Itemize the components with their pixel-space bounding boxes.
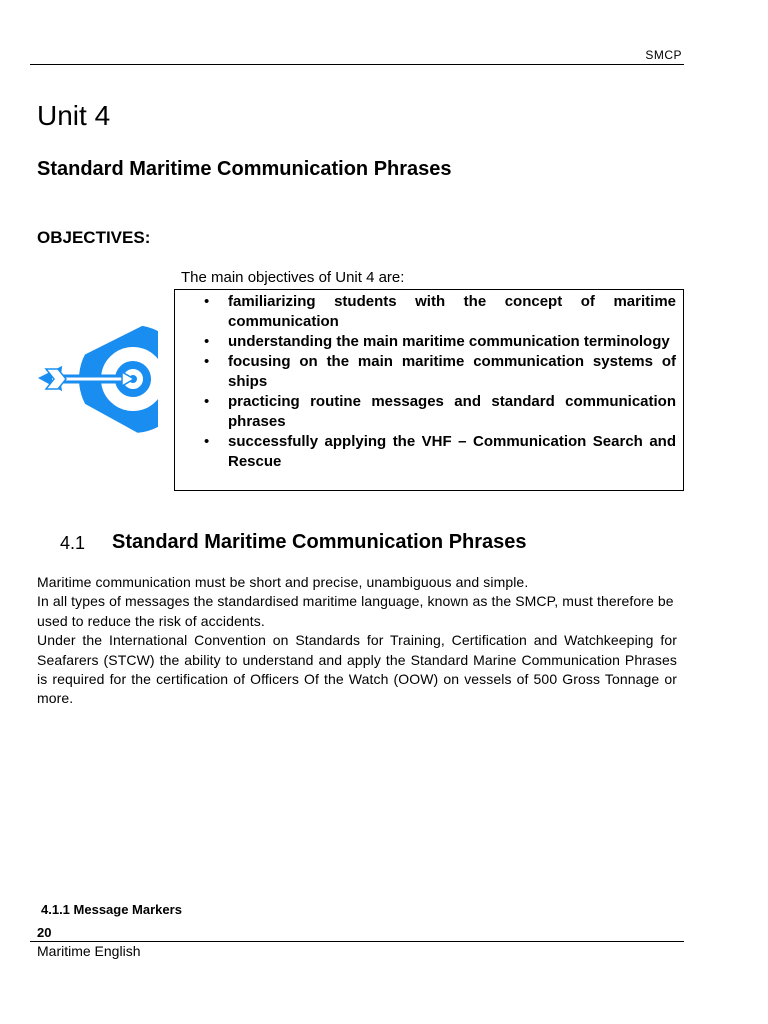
objective-item: • familiarizing students with the concept of maritime communication [228, 292, 676, 332]
objective-item: • understanding the main maritime communication terminology [228, 332, 676, 352]
section-title: Standard Maritime Communication Phrases [112, 531, 527, 553]
body-paragraph: Under the International Convention on Standards for Training, Certification and Watchkeeping for Seafarers (STCW) the ability to understand and apply the Standard Marine Communication Phrases is required for the certification of Officers Of the Watch (OOW) on vessels of 500 Gross Tonnage or more. [37, 632, 677, 707]
footer-rule [30, 941, 684, 942]
target-arrow-icon [36, 316, 160, 446]
objective-item: • successfully applying the VHF – Communication Search and Rescue [228, 432, 676, 472]
header-rule [30, 64, 684, 65]
body-paragraph: used to reduce the risk of accidents. [37, 612, 265, 629]
objective-item: • practicing routine messages and standard communication phrases [228, 392, 676, 432]
section-number: 4.1 [60, 533, 86, 553]
objective-item: • focusing on the main maritime communication systems of ships [228, 352, 676, 392]
objectives-box [174, 289, 684, 491]
objectives-heading: OBJECTIVES: [37, 228, 151, 247]
arrow-head [122, 372, 134, 386]
body-paragraph: In all types of messages the standardised maritime language, known as the SMCP, must therefore be [37, 593, 674, 610]
objectives-intro: The main objectives of Unit 4 are: [181, 269, 405, 286]
objectives-list [175, 290, 683, 472]
subsection-heading: 4.1.1 Message Markers [41, 902, 182, 917]
body-paragraph: Maritime communication must be short and precise, unambiguous and simple. [37, 574, 529, 590]
page-number: 20 [37, 925, 52, 940]
unit-title: Unit 4 [37, 100, 111, 131]
unit-subtitle: Standard Maritime Communication Phrases [37, 158, 452, 180]
section-body [37, 573, 677, 709]
running-header-label: SMCP [645, 48, 682, 62]
running-footer-label: Maritime English [37, 943, 141, 959]
